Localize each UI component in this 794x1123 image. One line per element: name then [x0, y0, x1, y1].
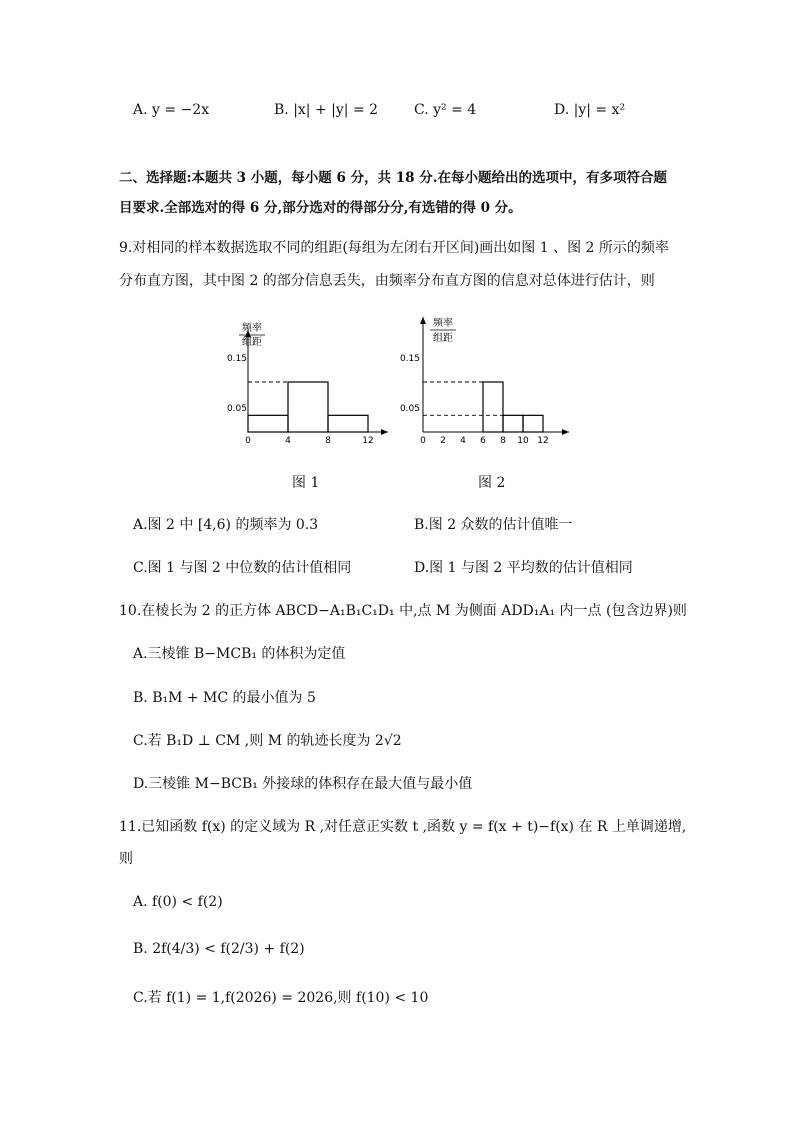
histogram-bar [483, 382, 503, 432]
figure-1-caption: 图 1 [292, 475, 320, 491]
q9-option-a: A.图 2 中 [4,6) 的频率为 0.3 [133, 517, 319, 533]
q11-option-c: C.若 f(1) = 1,f(2026) = 2026,则 f(10) < 10 [133, 990, 429, 1006]
figure-2-histogram [399, 312, 578, 452]
figure-1-histogram [225, 312, 395, 452]
fig2-xtick-10: 10 [517, 436, 529, 446]
fig2-ylabel-bottom: 组距 [433, 333, 453, 344]
fig1-ytick-005: 0.05 [226, 404, 247, 414]
section2-line1: 二、选择题:本题共 3 小题，每小题 6 分，共 18 分.在每小题给出的选项中，有多项符合题 [119, 170, 667, 186]
q10-stem: 10.在棱长为 2 的正方体 ABCD−A₁B₁C₁D₁ 中,点 M 为侧面 ADD₁A₁ 内一点 (包含边界)则 [119, 603, 687, 619]
q9-option-c: C.图 1 与图 2 中位数的估计值相同 [133, 560, 352, 576]
fig2-ytick-005: 0.05 [399, 404, 420, 414]
q9-option-b: B.图 2 众数的估计值唯一 [414, 517, 573, 533]
q10-option-b: B. B₁M + MC 的最小值为 5 [133, 690, 316, 706]
figure-2-caption: 图 2 [478, 475, 506, 491]
fig1-xtick-8: 8 [325, 436, 331, 446]
q11-stem-line1: 11.已知函数 f(x) 的定义域为 R ,对任意正实数 t ,函数 y = f(x + t)−f(x) 在 R 上单调递增, [119, 819, 687, 835]
histogram-bar [523, 415, 543, 432]
section2-line2: 目要求.全部选对的得 6 分,部分选对的得部分分,有选错的得 0 分。 [119, 200, 522, 216]
fig2-xtick-12: 12 [537, 436, 549, 446]
q11-option-a: A. f(0) < f(2) [133, 894, 223, 910]
q9-stem-line1: 9.对相同的样本数据选取不同的组距(每组为左闭右开区间)画出如图 1 、图 2 所示的频率 [119, 240, 669, 256]
q9-option-d: D.图 1 与图 2 平均数的估计值相同 [414, 560, 633, 576]
histogram-bar [328, 415, 368, 432]
fig1-xtick-0: 0 [245, 436, 251, 446]
fig2-xtick-8: 8 [500, 436, 506, 446]
fig2-xtick-2: 2 [440, 436, 446, 446]
fig1-ytick-015: 0.15 [226, 354, 247, 364]
q10-option-d: D.三棱锥 M−BCB₁ 外接球的体积存在最大值与最小值 [133, 776, 473, 792]
fig1-xtick-12: 12 [362, 436, 374, 446]
fig2-xtick-6: 6 [480, 436, 486, 446]
fig1-ylabel-bottom: 组距 [242, 337, 262, 348]
x-axis-arrow [381, 429, 388, 435]
histogram-bar [288, 382, 328, 432]
q9-stem-line2: 分布直方图，其中图 2 的部分信息丢失，由频率分布直方图的信息对总体进行估计，则 [119, 273, 655, 289]
q11-option-b: B. 2f(4/3) < f(2/3) + f(2) [133, 941, 305, 957]
fig1-xtick-4: 4 [285, 436, 291, 446]
fig2-xtick-0: 0 [420, 436, 426, 446]
y-axis-arrow [420, 317, 426, 324]
q11-stem-line2: 则 [119, 851, 133, 867]
q8-option-a: A. y = −2x [133, 102, 210, 118]
histogram-bar [503, 415, 523, 432]
fig2-ytick-015: 0.15 [399, 354, 420, 364]
q10-option-c: C.若 B₁D ⊥ CM ,则 M 的轨迹长度为 2√2 [133, 733, 402, 749]
fig2-ylabel-top: 频率 [433, 318, 453, 329]
x-axis-arrow [562, 429, 569, 435]
q8-option-d: D. |y| = x² [554, 102, 626, 118]
histogram-bar [248, 415, 288, 432]
fig1-ylabel-top: 频率 [242, 323, 262, 334]
fig2-xtick-4: 4 [460, 436, 466, 446]
q10-option-a: A.三棱锥 B−MCB₁ 的体积为定值 [133, 646, 346, 662]
q8-option-c: C. y² = 4 [414, 102, 477, 118]
q8-option-b: B. |x| + |y| = 2 [274, 102, 379, 118]
